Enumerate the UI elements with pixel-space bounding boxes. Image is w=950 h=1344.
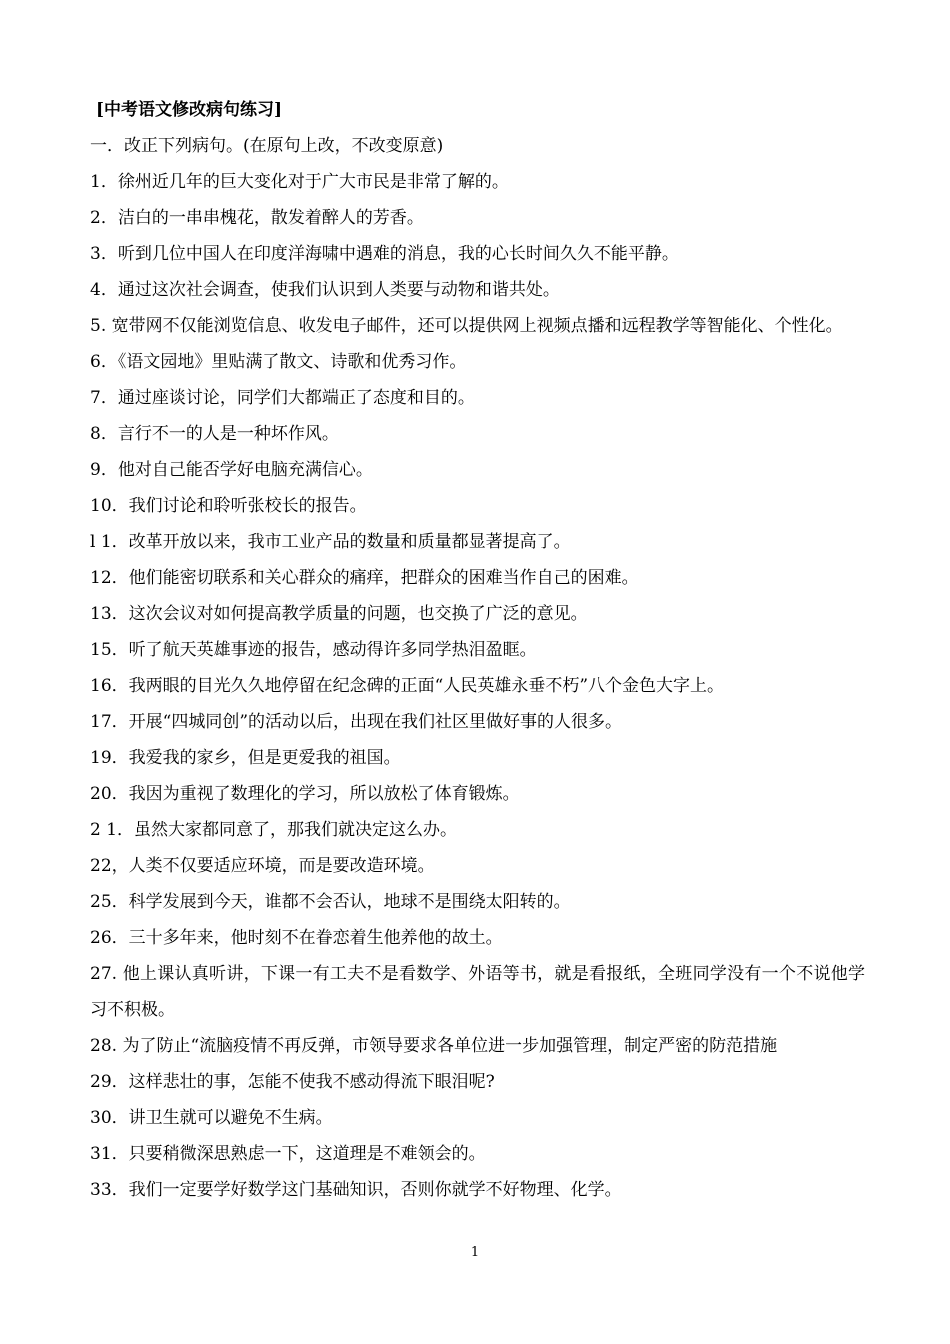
sentence-item: 6．《语文园地》里贴满了散文、诗歌和优秀习作。 — [90, 352, 467, 372]
document-title: [中考语文修改病句练习] — [96, 100, 283, 120]
sentence-item: 2．洁白的一串串槐花，散发着醉人的芳香。 — [90, 208, 424, 228]
sentence-item: 28. 为了防止“流脑疫情不再反弹，市领导要求各单位进一步加强管理，制定严密的防范措施 — [90, 1036, 778, 1056]
sentence-item: 33．我们一定要学好数学这门基础知识，否则你就学不好物理、化学。 — [90, 1180, 622, 1200]
sentence-item: 30．讲卫生就可以避免不生病。 — [90, 1108, 333, 1128]
sentence-item: 12．他们能密切联系和关心群众的痛痒，把群众的困难当作自己的困难。 — [90, 568, 639, 588]
sentence-item: 22，人类不仅要适应环境，而是要改造环境。 — [90, 856, 435, 876]
document-body — [90, 92, 865, 1208]
sentence-item: 3．听到几位中国人在印度洋海啸中遇难的消息，我的心长时间久久不能平静。 — [90, 244, 679, 264]
sentence-item: 8．言行不一的人是一种坏作风。 — [90, 424, 339, 444]
page-number: 1 — [470, 1245, 480, 1260]
instruction-text: 一．改正下列病句。(在原句上改，不改变原意) — [90, 136, 444, 156]
sentence-item: 17．开展“四城同创”的活动以后，出现在我们社区里做好事的人很多。 — [90, 712, 623, 732]
sentence-item: 29．这样悲壮的事，怎能不使我不感动得流下眼泪呢? — [90, 1072, 495, 1092]
sentence-item: 1．徐州近几年的巨大变化对于广大市民是非常了解的。 — [90, 172, 509, 192]
sentence-item: 15．听了航天英雄事迹的报告，感动得许多同学热泪盈眶。 — [90, 640, 537, 660]
sentence-item: 27. 他上课认真听讲，下课一有工夫不是看数学、外语等书，就是看报纸，全班同学没有一个不说他学习不积极。 — [90, 964, 865, 1020]
sentence-item: 2 1．虽然大家都同意了，那我们就决定这么办。 — [90, 820, 458, 840]
sentence-item: 25．科学发展到今天，谁都不会否认，地球不是围绕太阳转的。 — [90, 892, 571, 912]
sentence-item: 19．我爱我的家乡，但是更爱我的祖国。 — [90, 748, 401, 768]
sentence-item: 10．我们讨论和聆听张校长的报告。 — [90, 496, 367, 516]
sentence-item: 9．他对自己能否学好电脑充满信心。 — [90, 460, 373, 480]
sentence-item: l 1．改革开放以来，我市工业产品的数量和质量都显著提高了。 — [90, 532, 571, 552]
sentence-item: 7．通过座谈讨论，同学们大都端正了态度和目的。 — [90, 388, 475, 408]
sentence-item: 31．只要稍微深思熟虑一下，这道理是不难领会的。 — [90, 1144, 486, 1164]
sentence-item: 4．通过这次社会调查，使我们认识到人类要与动物和谐共处。 — [90, 280, 560, 300]
sentence-item: 16．我两眼的目光久久地停留在纪念碑的正面“人民英雄永垂不朽”八个金色大字上。 — [90, 676, 725, 696]
sentence-item: 26．三十多年来，他时刻不在眷恋着生他养他的故土。 — [90, 928, 503, 948]
sentence-item: 5. 宽带网不仅能浏览信息、收发电子邮件，还可以提供网上视频点播和远程教学等智能化、个性化。 — [90, 316, 843, 336]
sentence-item: 20．我因为重视了数理化的学习，所以放松了体育锻炼。 — [90, 784, 520, 804]
sentence-item: 13．这次会议对如何提高教学质量的问题，也交换了广泛的意见。 — [90, 604, 588, 624]
